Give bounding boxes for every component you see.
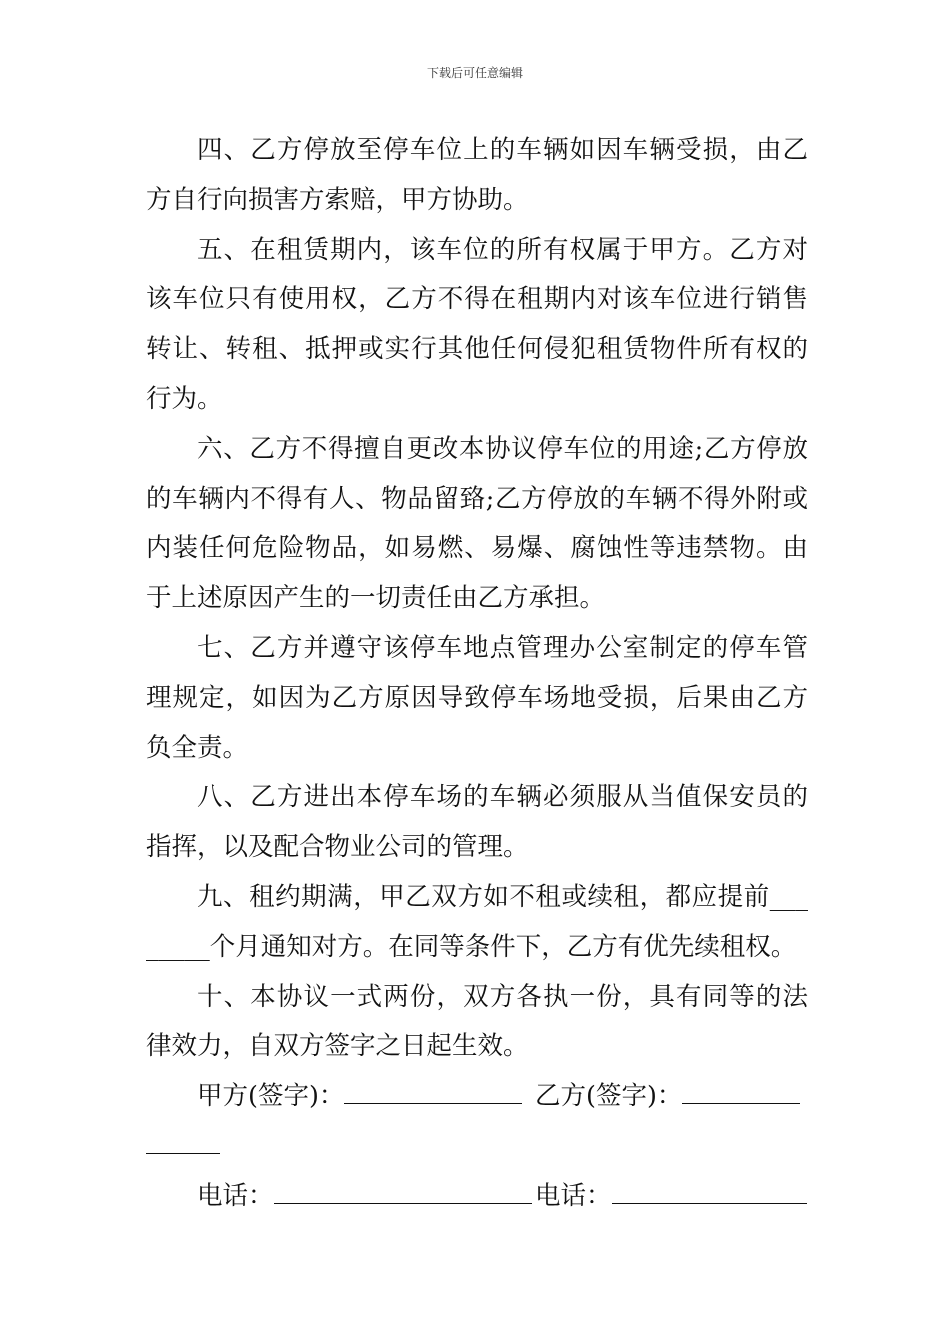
party-a-phone (197, 1172, 532, 1222)
phone-b-label: 电话： (535, 1180, 612, 1211)
clause-5: 五、在租赁期内，该车位的所有权属于甲方。乙方对该车位只有使用权，乙方不得在租期内对该车位进行销售转让、转租、抵押或实行其他任何侵犯租赁物件所有权的行为。 (146, 234, 808, 414)
clause-10: 十、本协议一式两份，双方各执一份，具有同等的法律效力，自双方签字之日起生效。 (146, 981, 808, 1062)
phone-row (146, 1172, 808, 1222)
party-b-signature-line-continued (146, 1122, 220, 1172)
party-b-signature (535, 1072, 800, 1122)
party-a-signature (197, 1072, 522, 1122)
clause-4: 四、乙方停放至停车位上的车辆如因车辆受损，由乙方自行向损害方索赔，甲方协助。 (146, 135, 808, 215)
clause-7: 七、乙方并遵守该停车地点管理办公室制定的停车管理规定，如因为乙方原因导致停车场地受损，后果由乙方负全责。 (146, 632, 808, 763)
signature-row (146, 1072, 808, 1172)
party-a-signature-line (344, 1073, 522, 1104)
phone-b-line (612, 1173, 807, 1204)
phone-a-line (274, 1173, 532, 1204)
page-header: 下载后可任意编辑 (426, 66, 523, 80)
party-a-label: 甲方(签字)： (197, 1081, 345, 1112)
clause-9: 九、租约期满，甲乙双方如不租或续租，都应提前________个月通知对方。在同等条件下，乙方有优先续租权。 (146, 881, 808, 962)
document-body (146, 126, 808, 1222)
party-b-signature-line (682, 1073, 800, 1104)
party-b-label: 乙方(签字)： (535, 1081, 683, 1112)
clause-6: 六、乙方不得擅自更改本协议停车位的用途;乙方停放的车辆内不得有人、物品留臵;乙方停放的车辆不得外附或内装任何危险物品，如易燃、易爆、腐蚀性等违禁物。由于上述原因产生的一切责任由乙方承担。 (146, 433, 808, 614)
party-b-phone (535, 1172, 807, 1222)
phone-a-label: 电话： (197, 1180, 274, 1211)
clause-8: 八、乙方进出本停车场的车辆必须服从当值保安员的指挥，以及配合物业公司的管理。 (146, 782, 808, 863)
